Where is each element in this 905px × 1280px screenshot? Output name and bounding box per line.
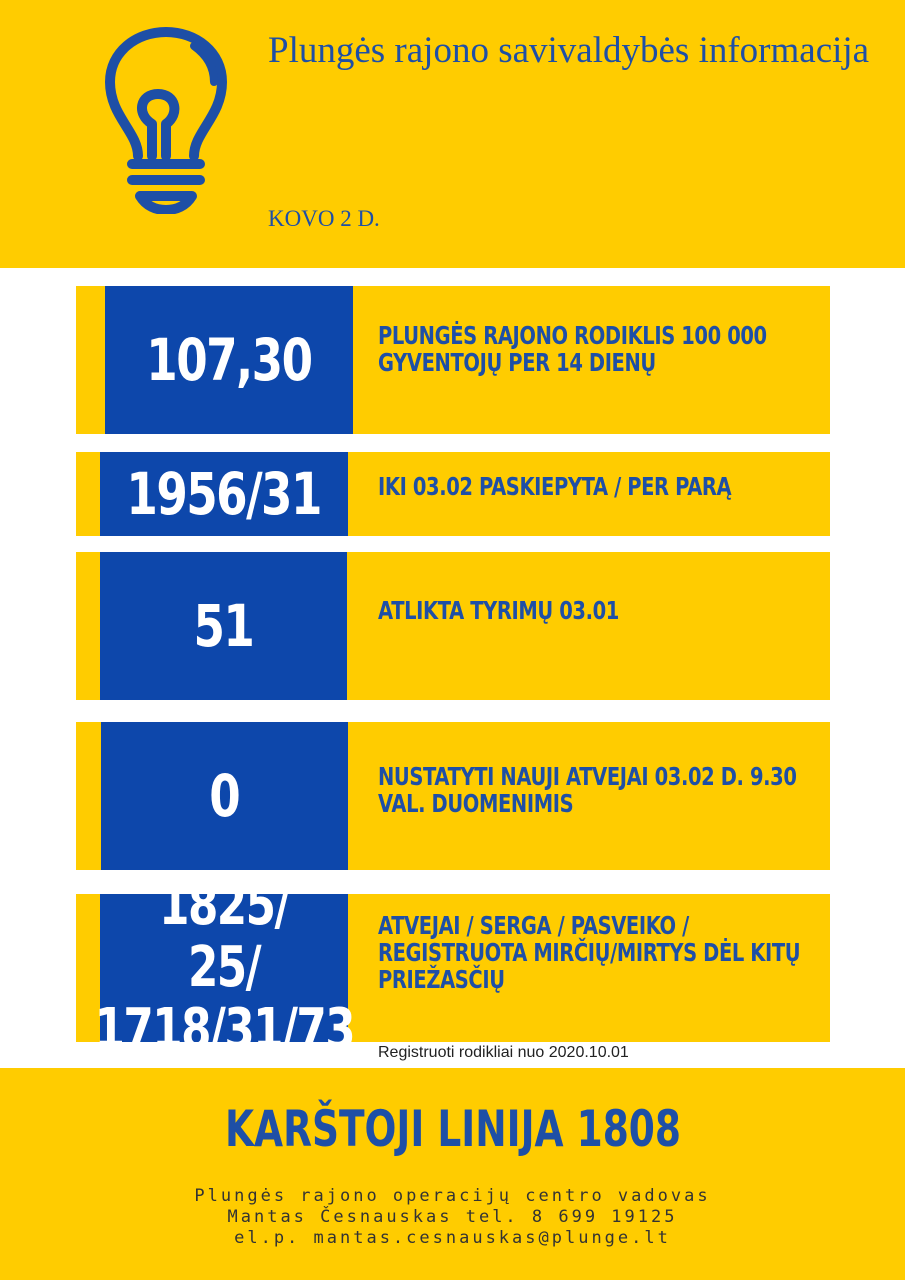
stat-value: 1956/31 xyxy=(100,452,348,536)
lightbulb-icon xyxy=(96,24,236,214)
stat-label: ATVEJAI / SERGA / PASVEIKO / REGISTRUOTA MIRČIŲ/MIRTYS DĖL KITŲ PRIEŽASČIŲ xyxy=(378,911,801,994)
contact-info xyxy=(0,1186,905,1249)
stat-value-line2: 1718/31/73 xyxy=(94,997,354,1062)
stat-value: 107,30 xyxy=(105,286,353,434)
registration-note: Registruoti rodikliai nuo 2020.10.01 xyxy=(378,1044,629,1061)
contact-email: el.p. mantas.cesnauskas@plunge.lt xyxy=(234,1228,671,1248)
stat-value: 51 xyxy=(100,552,347,700)
stat-value: 0 xyxy=(101,722,348,870)
date-label: KOVO 2 D. xyxy=(268,206,380,231)
stat-value xyxy=(94,873,354,1062)
stat-label: IKI 03.02 PASKIEPYTA / PER PARĄ xyxy=(378,472,732,501)
contact-phone: Mantas Česnauskas tel. 8 699 19125 xyxy=(227,1207,678,1227)
hotline-title: KARŠTOJI LINIJA 1808 xyxy=(224,1100,681,1158)
footer-banner xyxy=(0,1068,905,1280)
stat-label: NUSTATYTI NAUJI ATVEJAI 03.02 D. 9.30 VAL. DUOMENIMIS xyxy=(378,762,797,818)
page-title: Plungės rajono savivaldybės informacija xyxy=(268,30,870,71)
stat-label: PLUNGĖS RAJONO RODIKLIS 100 000 GYVENTOJŲ PER 14 DIENŲ xyxy=(378,321,767,377)
contact-role: Plungės rajono operacijų centro vadovas xyxy=(194,1186,711,1206)
stat-value-line1: 1825/ 25/ xyxy=(159,873,289,1000)
stat-label: ATLIKTA TYRIMŲ 03.01 xyxy=(378,596,619,625)
header-banner xyxy=(0,0,905,268)
